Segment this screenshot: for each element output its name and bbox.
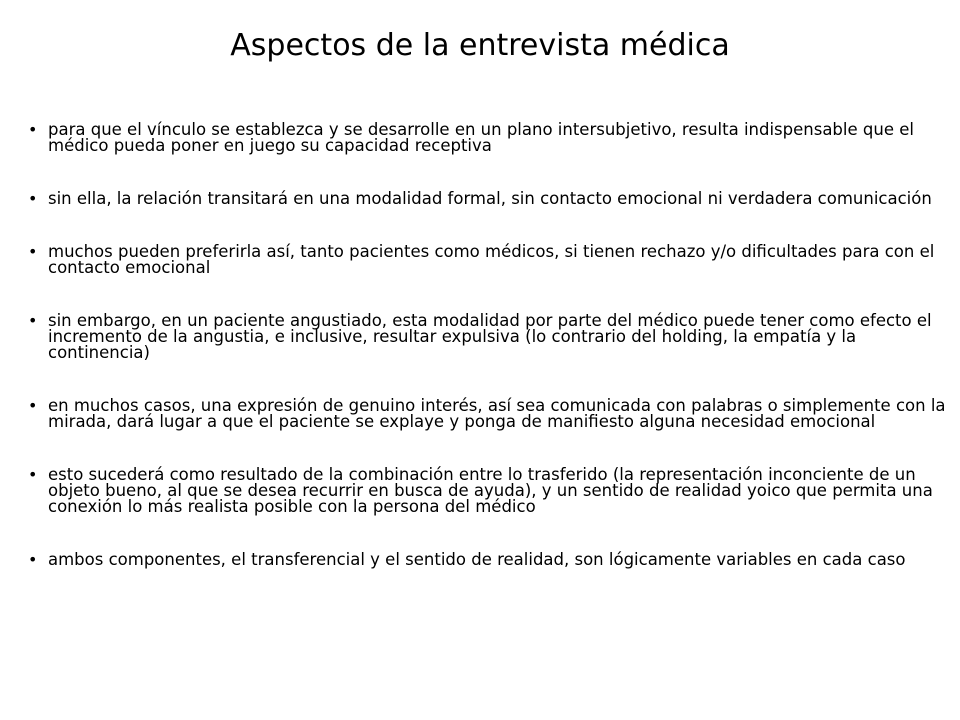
bullet-item (28, 467, 956, 515)
bullet-dot-icon: • (28, 311, 38, 330)
bullet-text: sin ella, la relación transitará en una modalidad formal, sin contacto emocional ni verdadera comunicación (48, 189, 932, 208)
bullet-item (28, 552, 956, 568)
bullet-dot-icon: • (28, 550, 38, 569)
bullet-item (28, 244, 956, 276)
bullet-dot-icon: • (28, 396, 38, 415)
bullet-dot-icon: • (28, 465, 38, 484)
bullet-dot-icon: • (28, 242, 38, 261)
bullet-item (28, 313, 956, 361)
bullet-text: esto sucederá como resultado de la combinación entre lo trasferido (la representación inconciente de un objeto bueno, al que se desea recurrir en busca de ayuda), y un sentido de realidad yoico que permita una conexión lo más realista posible con la persona del médico (48, 465, 933, 516)
bullet-text: en muchos casos, una expresión de genuino interés, así sea comunicada con palabras o simplemente con la mirada, dará lugar a que el paciente se explaye y ponga de manifiesto alguna necesidad emocional (48, 396, 946, 431)
bullet-text: ambos componentes, el transferencial y el sentido de realidad, son lógicamente variables en cada caso (48, 550, 906, 569)
bullet-dot-icon: • (28, 189, 38, 208)
slide-title: Aspectos de la entrevista médica (230, 28, 730, 63)
bullet-text: para que el vínculo se establezca y se desarrolle en un plano intersubjetivo, resulta indispensable que el médico pueda poner en juego su capacidad receptiva (48, 120, 914, 155)
bullet-item (28, 398, 956, 430)
bullet-item (28, 191, 956, 207)
bullet-item (28, 122, 956, 154)
bullet-text: muchos pueden preferirla así, tanto pacientes como médicos, si tienen rechazo y/o dificultades para con el contacto emocional (48, 242, 935, 277)
bullet-dot-icon: • (28, 120, 38, 139)
bullet-list (28, 122, 956, 605)
bullet-text: sin embargo, en un paciente angustiado, esta modalidad por parte del médico puede tener como efecto el incremento de la angustia, e inclusive, resultar expulsiva (lo contrario del holding, la empatía y la continencia) (48, 311, 932, 362)
